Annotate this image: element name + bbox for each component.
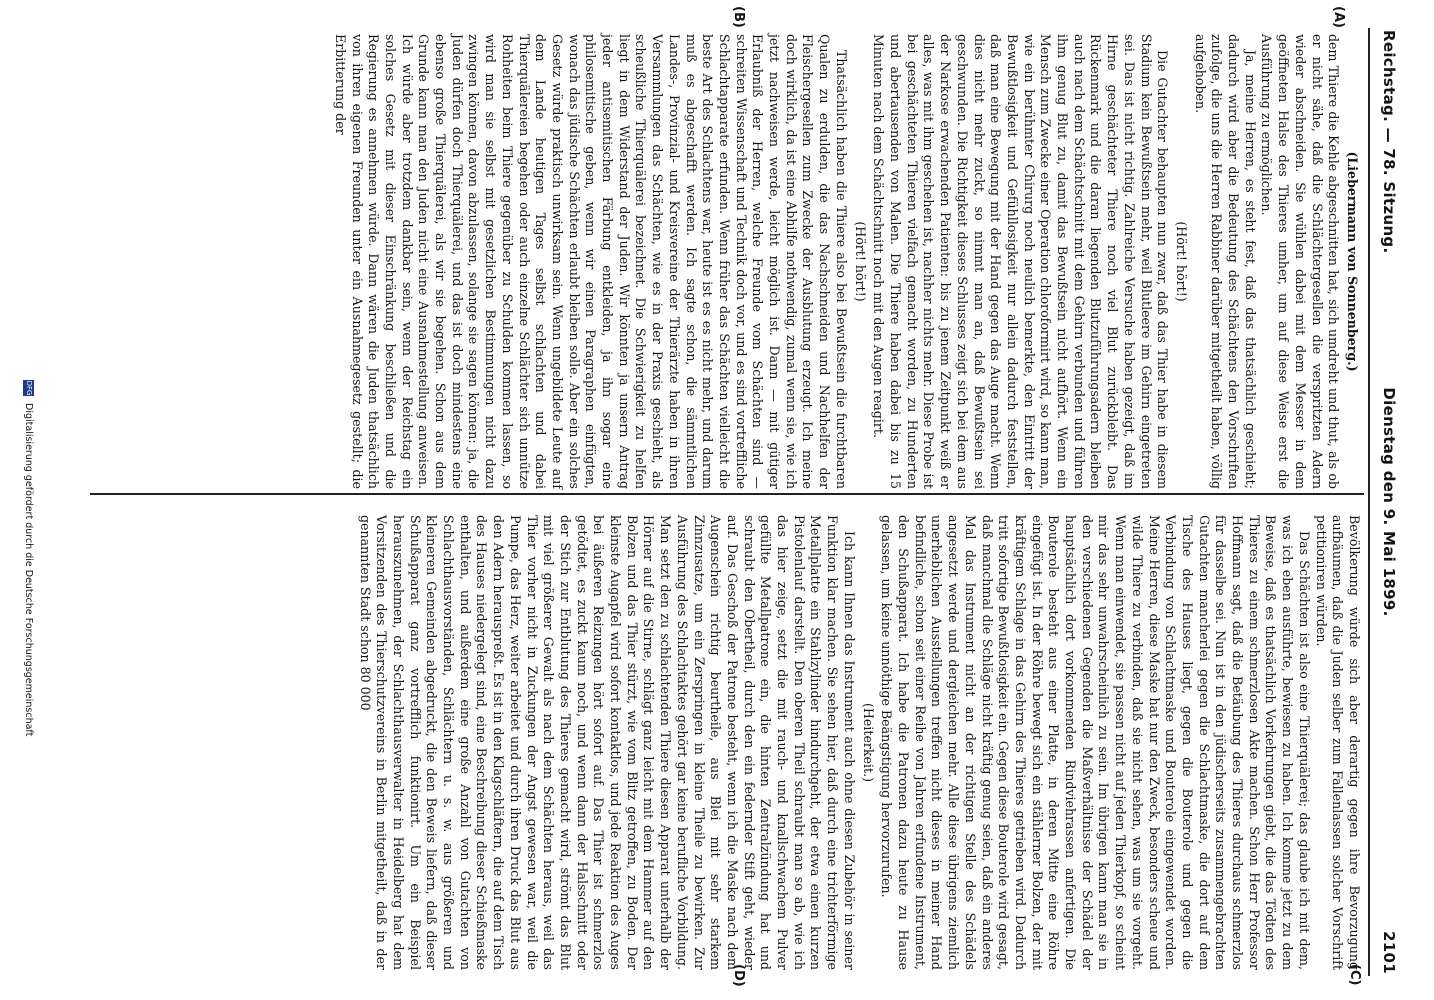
page-number: 2101	[1380, 931, 1398, 974]
column-divider	[90, 493, 1364, 495]
paragraph: Ich kann Ihnen das Instrument auch ohne diesen Zubehör in seiner Funktion klar machen. Sie sehen hier, daß durch eine trichterförmige Metallplatte ein Stahlzylinder hindurchgeht, der etwa einen kurzen Pistolenlauf darstellt. Den oberen Theil schraubt man so ab, wie ich das hier zeige, setzt die mit rauch- und knallschwachem Pulver gefüllte Metallpatrone ein, die hinten Zentralzündung hat und schraubt den Obertheil, durch den ein federnder Stift geht, wieder auf. Das Geschoß der Patrone besteht, wenn ich die Maske nach dem Augenschein richtig beurtheile, aus Blei mit sehr starkem Zinnzusatze, um ein Zerspringen in kleine Theile zu bewirken. Zur Ausführung des Schlachtaktes gehört gar keine berufliche Vorbildung. Man setzt den zu schlachtenden Thiere diesen Apparat unterhalb der Hörner auf die Stirne, schlägt ganz leicht mit dem Hammer auf den Bolzen und das Thier stürzt, wie vom Blitz getroffen, zu Boden. Der kleinste Augapfel wird sofort kontaktlos, und jede Reaktion des Auges bei äußeren Reizungen hört sofort auf. Das Thier ist schmerzlos getödtet, es zuckt kaum noch, und wenn dann der Halsschnitt oder der Stich zur Entblutung des Thieres gemacht wird, strömt das Blut mit viel größerer Gewalt als nach dem Schächten heraus, weil das Thier vorher nicht in Zuckungen der Angst gewesen war, weil die Pumpe, das Herz, weiter arbeitet und durch ihren Druck das Blut aus den Adern herauspreßt. Es ist in den Klagschläftern, die auf dem Tisch des Hauses niedergelegt sind, eine Beschreibung dieser Schießmaske enthalten, und außerdem eine große Anzahl von Gutachten von Schlachthausvorständen, Schlächtern u. s. w. aus größeren und kleineren Gemeinden abgedruckt, die den Beweis liefern, daß dieser Schußapparat ganz vortrefflich funktionirt. Um ein Beispiel herauszunehmen, der Schlachthausverwalter in Heidelberg hat dem Vorsitzenden des Thierschutzvereins in Berlin mitgetheilt, daß in der genannten Stadt schon 80 000	[357, 515, 857, 970]
right-column	[102, 515, 1362, 970]
margin-marker-d: (D)	[731, 964, 746, 987]
margin-marker-a: (A)	[1331, 6, 1346, 28]
paragraph: Das Schächten ist also eine Thierquälerei; das glaube ich mit dem, was ich eben ausführte, bewiesen zu haben. Ich komme jetzt zu dem Beweise, daß es thatsächlich Vorkehrungen giebt, die das Tödten des Thieres zu einem schmerzlosen Akte machen. Schon Herr Professor Hoffmann sagt, daß die Betäubung des Thieres durchaus schmerzlos für dasselbe sei. Nun ist in den jüdischerseits zusammengebrachten Gutachten mancherlei gegen die Schlachtmaske, die dort auf dem Tische des Hauses liegt, gegen die Bouterole und gegen die Verbindung von Schlachtmaske und Bouterole eingewendet worden. Meine Herren, diese Maske hat nur den Zweck, besonders scheue und wilde Thiere zu verbinden, daß sie nicht sehen, was um sie vorgeht. Wenn man einwendet, sie passen nicht auf jeden Thierkopf, so scheint mir das sehr unwahrscheinlich zu sein. Im übrigen kann man sie in den verschiedenen Gegenden die Maßverhältnisse der Schädel der hauptsächlich dort vorkommenden Rindviehrassen anfertigen. Die Bouterole besteht aus einer Platte, in deren Mitte eine Röhre eingefügt ist. In der Röhre bewegt sich ein stählerner Bolzen, der mit kräftigem Schlage in das Gehirn des Thieres getrieben wird. Dadurch tritt sofortige Bewußtlosigkeit ein. Gegen diese Bouterole wird gesagt, daß manchmal die Schläge nicht kräftig genug seien, daß ein anderes Mal das Instrument nicht an der richtigen Stelle des Schädels angesetzt werde und dergleichen mehr. Alle diese übrigens ziemlich unerheblichen Ausstellungen treffen nicht dieses in meiner Hand befindliche, schon seit einer Reihe von Jahren erfundene Instrument, den Schußapparat. Ich habe die Patronen dazu heute zu Hause gelassen, um keine unnöthige Beängstigung hervorzurufen.	[879, 515, 1312, 970]
interjection: (Hört! hört!)	[852, 221, 868, 302]
paragraph: dem Thiere die Kehle abgeschnitten hat, sich umdreht und thut, als ob er nicht sähe, daß die Schlächtergesellen die verspritzten Adern wieder abschneiden. Sie wühlen dabei mit dem Messer in dem geöffneten Halse des Thieres umher, um auf diese Weise erst die Ausführung zu ermöglichen.	[1259, 34, 1342, 489]
header-date: Dienstag den 9. Mai 1899.	[1380, 387, 1398, 617]
margin-marker-c: (C)	[1347, 964, 1362, 986]
header-rule	[1368, 28, 1370, 976]
paragraph: Bevölkerung würde sich aber derartig gegen ihre Bevorzugung aufbäumen, daß die Juden selber zum Fallenlassen solcher Vorschrift petitioniren würden.	[1313, 515, 1362, 970]
paragraph: Thatsächlich haben die Thiere also bei Bewußtsein die furchtbaren Qualen zu erdulden, die das Nachschneiden und Nachhelfen der Fleischergesellen zum Zwecke der Ausblutung erzeugt. Ich meine doch wirklich, da ist eine Abhilfe nothwendig, zumal wenn sie, wie ich jetzt nachweisen werde, leicht möglich ist. Dann — mit gütiger Erlaubniß der Herren, welche Freunde vom Schächten sind — schreiten Wissenschaft und Technik doch vor, und es sind vortreffliche Schlachtapparate erfunden. Wenn früher das Schächten vielleicht die beste Art des Schlachtens war, heute ist es es nicht mehr, und darum muß es abgeschafft werden. Ich sagte schon, die sämmtlichen Landes-, Provinzial- und Kreisvereine der Thierärzte haben in ihren Versammlungen das Schächten, wie es in der Praxis geschieht, als scheußliche Thierquälerei bezeichnet. Die Schwierigkeit zu helfen liegt in dem Widerstand der Juden. Wir könnten ja unsern Antrag jeder antisemitischen Färbung entkleiden, ja ihn sogar eine philosemitische geben, wenn wir einen Paragraphen einfügten, wonach das jüdische Schächten erlaubt bleiben solle. Aber ein solches Gesetz würde praktisch unwirksam sein. Wenn ungebildete Leute auf dem Lande heutigen Tages selbst schlachten und dabei Thierquälereien begehen oder auch einzelne Schlächter sich unnütze Rohheiten beim Thiere gegenüber zu Schulden kommen lassen, so wird man sie selbst mit gesetzlichen Bestimmungen nicht dazu zwingen können, davon abzulassen, solange sie sagen können: ja, die Juden dürfen doch Thierquälerei, und das ist doch mindestens eine ebenso große Thierquälerei, als wir sie begehen. Schon aus dem Grunde kann man den Juden nicht eine Ausnahmestellung anweisen. Ich würde aber trotzdem dankbar sein, wenn der Reichstag ein solches Gesetz mit dieser Einschränkung beschließen und die Regierung es annehmen würde. Dann wären die Juden thatsächlich von ihren eigenen Freunden unter ein Ausnahmegesetz gestellt; die Erbitterung der	[332, 34, 849, 489]
header-left-title: Reichstag. — 78. Sitzung.	[1380, 30, 1398, 254]
speaker-name: (Liebermann von Sonnenberg.)	[1345, 151, 1360, 372]
footer-credit: Digitalisierung gefördert durch die Deutsche Forschungsgemeinschaft	[23, 403, 34, 737]
dfg-logo: DFG	[25, 380, 33, 396]
page-header	[1376, 30, 1398, 974]
paragraph: Die Gutachter behaupten nun zwar, daß das Thier habe in diesem Stadium kein Bewußtsein mehr, weil Blutleere im Gehirn eingetreten sei. Das ist nicht richtig. Zahlreiche Versuche haben gezeigt, daß im Hirne geschächteter Thiere noch viel Blut zurückbleibt. Das Rückenmark und die daran liegenden Blutzuführungsadern bleiben auch nach dem Schächtschnitt mit dem Gehirn verbunden und führen ihm genug Blut zu, damit das Bewußtsein nicht aufhört. Wenn ein Mensch zum Zwecke einer Operation chloroformirt wird, so kann man, wie ein berühmter Chirurg noch neulich bemerkte, den Eintritt der Bewußtlosigkeit und Gefühllosigkeit nur allein dadurch feststellen, daß man eine Bewegung mit der Hand gegen das Auge macht. Wenn dies nicht mehr zuckt, so nimmt man an, daß Bewußtsein sei geschwunden. Die Richtigkeit dieses Schlusses zeigt sich bei dem aus der Narkose erwachenden Patienten: bis zu jenem Zeitpunkt weiß er alles, was mit ihm geschehen ist, nachher nichts mehr. Diese Probe ist bei geschächteten Thieren vielfach gemacht worden, zu Hunderten und abertausenden von Malen. Die Thiere haben dabei bis zu 15 Minuten nach dem Schächtschnitt noch mit den Augen reagirt.	[871, 34, 1171, 489]
digitization-footer	[14, 380, 34, 970]
margin-marker-b: (B)	[731, 6, 746, 28]
left-column	[102, 34, 1362, 489]
interjection: (Heiterkeit.)	[860, 703, 876, 782]
interjection: (Hört! hört!)	[1173, 221, 1189, 302]
paragraph: Ja, meine Herren, es steht fest, daß das thatsächlich geschieht; dadurch wird aber die Bedeutung des Schächtens den Vorschriften zufolge, die uns die Herren Rabbiner darüber mitgetheilt haben, völlig aufgehoben.	[1192, 34, 1258, 489]
